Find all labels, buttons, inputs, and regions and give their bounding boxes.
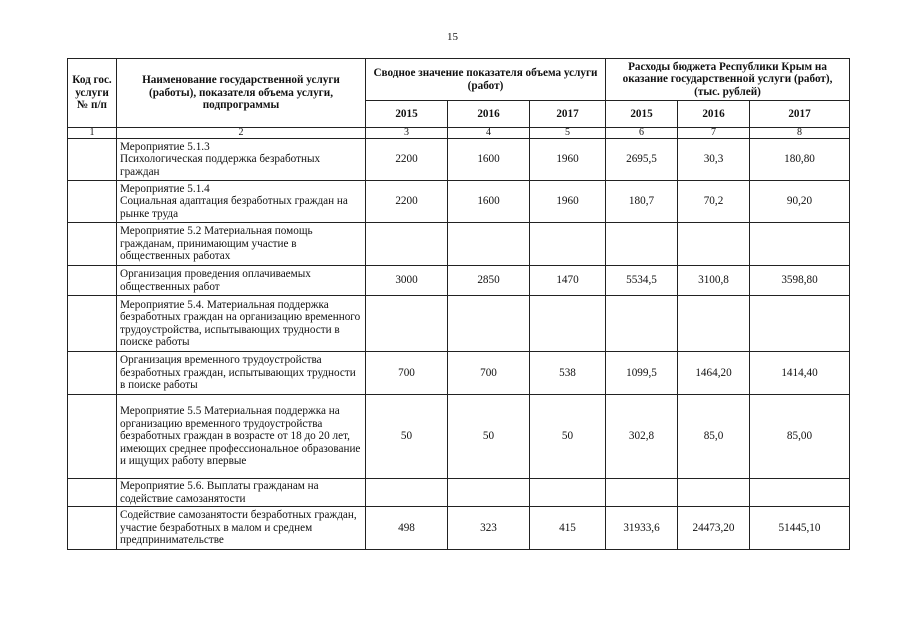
row-value: 180,7 (606, 181, 678, 223)
row-value (448, 479, 530, 507)
row-name-line: Психологическая поддержка безработных граждан (120, 153, 321, 178)
row-value (530, 479, 606, 507)
row-value: 700 (448, 352, 530, 395)
row-value: 2200 (366, 139, 448, 181)
row-name (117, 266, 366, 296)
row-value: 50 (530, 395, 606, 479)
row-value: 50 (366, 395, 448, 479)
row-value (750, 479, 850, 507)
row-name-line: Содействие самозанятости безработных граждан, участие безработных в малом и среднем предпринимательстве (120, 509, 357, 547)
column-number: 5 (530, 128, 606, 139)
row-name (117, 507, 366, 550)
row-value: 2200 (366, 181, 448, 223)
row-code (68, 266, 117, 296)
row-value: 1960 (530, 139, 606, 181)
row-name (117, 296, 366, 352)
row-value (366, 479, 448, 507)
row-value: 498 (366, 507, 448, 550)
row-value (750, 223, 850, 266)
row-value: 90,20 (750, 181, 850, 223)
row-name-line: Организация временного трудоустройства безработных граждан, испытывающих трудности в поиске работы (120, 354, 356, 392)
header-name: Наименование государственной услуги (работы), показателя объема услуги, подпрограммы (117, 59, 366, 128)
row-value: 30,3 (678, 139, 750, 181)
row-value (678, 296, 750, 352)
row-name-line: Мероприятие 5.4. Материальная поддержка безработных граждан на организацию временного трудоустройства, испытывающих трудности в поиске работы (120, 298, 361, 348)
table-row (68, 223, 850, 266)
row-name-line: Мероприятие 5.6. Выплаты гражданам на содействие самозанятости (120, 480, 319, 505)
column-number: 8 (750, 128, 850, 139)
row-code (68, 139, 117, 181)
row-value: 2695,5 (606, 139, 678, 181)
header-year: 2015 (366, 101, 448, 128)
row-name (117, 479, 366, 507)
row-code (68, 479, 117, 507)
row-value: 85,0 (678, 395, 750, 479)
table-row (68, 507, 850, 550)
column-number: 6 (606, 128, 678, 139)
column-number: 7 (678, 128, 750, 139)
row-value (606, 223, 678, 266)
row-name (117, 352, 366, 395)
table-row (68, 181, 850, 223)
row-value: 1464,20 (678, 352, 750, 395)
row-name-line: Мероприятие 5.1.3 (120, 140, 210, 153)
row-value: 3598,80 (750, 266, 850, 296)
row-value: 1960 (530, 181, 606, 223)
budget-table (67, 58, 850, 550)
row-name-line: Мероприятие 5.1.4 (120, 182, 210, 195)
row-value: 538 (530, 352, 606, 395)
header-year: 2015 (606, 101, 678, 128)
row-name (117, 139, 366, 181)
row-value (448, 223, 530, 266)
header-code: Код гос. услуги № п/п (68, 59, 117, 128)
header-budget-group: Расходы бюджета Республики Крым на оказание государственной услуги (работ), (тыс. рублей) (606, 59, 850, 101)
row-value: 85,00 (750, 395, 850, 479)
row-name-line: Организация проведения оплачиваемых общественных работ (120, 268, 311, 293)
row-value (448, 296, 530, 352)
table-row (68, 266, 850, 296)
column-numbers-row (68, 128, 850, 139)
row-value (750, 296, 850, 352)
row-value: 180,80 (750, 139, 850, 181)
row-value: 415 (530, 507, 606, 550)
row-name (117, 223, 366, 266)
row-value: 302,8 (606, 395, 678, 479)
row-value: 3000 (366, 266, 448, 296)
row-value (530, 223, 606, 266)
table-row (68, 139, 850, 181)
row-value (366, 296, 448, 352)
table-row (68, 479, 850, 507)
table-row (68, 352, 850, 395)
row-value: 1099,5 (606, 352, 678, 395)
row-value: 700 (366, 352, 448, 395)
row-value (530, 296, 606, 352)
column-number: 4 (448, 128, 530, 139)
row-value: 51445,10 (750, 507, 850, 550)
row-code (68, 395, 117, 479)
row-value: 31933,6 (606, 507, 678, 550)
row-name-line: Социальная адаптация безработных граждан на рынке труда (120, 195, 348, 220)
row-value: 2850 (448, 266, 530, 296)
row-value: 70,2 (678, 181, 750, 223)
row-value (606, 296, 678, 352)
column-number: 2 (117, 128, 366, 139)
row-value: 24473,20 (678, 507, 750, 550)
header-year: 2017 (530, 101, 606, 128)
row-value: 5534,5 (606, 266, 678, 296)
row-name (117, 181, 366, 223)
row-value: 1470 (530, 266, 606, 296)
header-year: 2017 (750, 101, 850, 128)
row-value (678, 479, 750, 507)
row-value (678, 223, 750, 266)
table-body (68, 139, 850, 550)
row-name-line: Мероприятие 5.2 Материальная помощь гражданам, принимающим участие в общественных работах (120, 225, 313, 263)
header-year: 2016 (448, 101, 530, 128)
row-value: 1414,40 (750, 352, 850, 395)
row-name (117, 395, 366, 479)
row-code (68, 352, 117, 395)
row-value (366, 223, 448, 266)
row-value: 323 (448, 507, 530, 550)
row-value: 50 (448, 395, 530, 479)
row-value (606, 479, 678, 507)
table-row (68, 395, 850, 479)
row-code (68, 296, 117, 352)
column-number: 1 (68, 128, 117, 139)
row-value: 3100,8 (678, 266, 750, 296)
table-row (68, 296, 850, 352)
header-year: 2016 (678, 101, 750, 128)
row-value: 1600 (448, 139, 530, 181)
row-value: 1600 (448, 181, 530, 223)
column-number: 3 (366, 128, 448, 139)
row-code (68, 181, 117, 223)
row-name-line: Мероприятие 5.5 Материальная поддержка на организацию временного трудоустройства безработных граждан в возрасте от 18 до 20 лет, имеющих среднее профессиональное образование и ищущих работу впервые (120, 405, 361, 468)
header-volume-group: Сводное значение показателя объема услуги (работ) (366, 59, 606, 101)
row-code (68, 507, 117, 550)
row-code (68, 223, 117, 266)
page-number: 15 (447, 31, 458, 43)
